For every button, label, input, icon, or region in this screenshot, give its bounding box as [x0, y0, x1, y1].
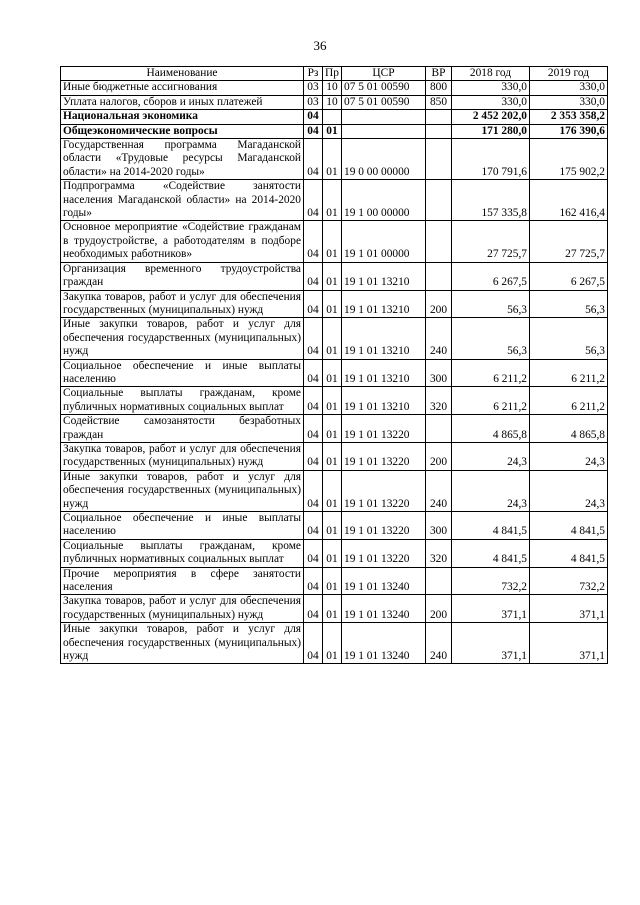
- cell-pr: 01: [323, 359, 342, 387]
- cell-rz: 04: [304, 387, 323, 415]
- cell-vr: 320: [426, 539, 452, 567]
- table-row: [61, 539, 608, 567]
- cell-vr: 200: [426, 595, 452, 623]
- cell-rz: 04: [304, 110, 323, 124]
- cell-2019: 56,3: [530, 318, 608, 359]
- cell-name: Социальное обеспечение и иные выплаты населению: [61, 512, 304, 540]
- cell-rz: 04: [304, 595, 323, 623]
- cell-csr: 19 1 01 13240: [342, 595, 426, 623]
- table-row: [61, 623, 608, 664]
- table-row: [61, 442, 608, 470]
- cell-2018: 2 452 202,0: [452, 110, 530, 124]
- cell-name: Государственная программа Магаданской области «Трудовые ресурсы Магаданской области» на 2014-2020 годы»: [61, 139, 304, 180]
- cell-rz: 04: [304, 139, 323, 180]
- table-row: [61, 290, 608, 318]
- cell-2018: 330,0: [452, 81, 530, 95]
- cell-pr: 01: [323, 595, 342, 623]
- cell-name: Иные закупки товаров, работ и услуг для обеспечения государственных (муниципальных) нужд: [61, 623, 304, 664]
- cell-2018: 4 841,5: [452, 539, 530, 567]
- cell-vr: [426, 221, 452, 262]
- cell-2018: 4 865,8: [452, 415, 530, 443]
- cell-vr: 200: [426, 290, 452, 318]
- header-2019: 2019 год: [530, 67, 608, 81]
- cell-name: Закупка товаров, работ и услуг для обеспечения государственных (муниципальных) нужд: [61, 595, 304, 623]
- cell-csr: 19 1 01 13210: [342, 290, 426, 318]
- cell-2019: 24,3: [530, 470, 608, 511]
- cell-name: Иные закупки товаров, работ и услуг для обеспечения государственных (муниципальных) нужд: [61, 470, 304, 511]
- cell-rz: 04: [304, 221, 323, 262]
- cell-name: Национальная экономика: [61, 110, 304, 124]
- table-row: [61, 95, 608, 109]
- cell-2018: 732,2: [452, 567, 530, 595]
- table-row: [61, 415, 608, 443]
- cell-2019: 4 841,5: [530, 539, 608, 567]
- cell-2018: 6 211,2: [452, 359, 530, 387]
- header-vr: ВР: [426, 67, 452, 81]
- cell-2019: 6 211,2: [530, 387, 608, 415]
- cell-vr: [426, 110, 452, 124]
- cell-pr: 01: [323, 470, 342, 511]
- cell-pr: 01: [323, 221, 342, 262]
- cell-vr: 240: [426, 623, 452, 664]
- cell-2019: 2 353 358,2: [530, 110, 608, 124]
- header-csr: ЦСР: [342, 67, 426, 81]
- cell-2019: 371,1: [530, 623, 608, 664]
- cell-2018: 4 841,5: [452, 512, 530, 540]
- cell-rz: 04: [304, 318, 323, 359]
- cell-pr: 01: [323, 567, 342, 595]
- cell-vr: 240: [426, 318, 452, 359]
- cell-2018: 170 791,6: [452, 139, 530, 180]
- budget-table: [60, 66, 608, 664]
- table-row: [61, 221, 608, 262]
- cell-rz: 04: [304, 442, 323, 470]
- cell-rz: 03: [304, 95, 323, 109]
- table-row: [61, 512, 608, 540]
- cell-vr: [426, 567, 452, 595]
- cell-name: Содействие самозанятости безработных граждан: [61, 415, 304, 443]
- cell-csr: 19 1 01 13210: [342, 318, 426, 359]
- cell-vr: [426, 180, 452, 221]
- table-header-row: [61, 67, 608, 81]
- cell-vr: [426, 262, 452, 290]
- cell-pr: 01: [323, 180, 342, 221]
- cell-csr: 19 1 01 13240: [342, 567, 426, 595]
- cell-pr: 01: [323, 139, 342, 180]
- cell-rz: 03: [304, 81, 323, 95]
- cell-pr: 01: [323, 318, 342, 359]
- cell-2018: 56,3: [452, 290, 530, 318]
- cell-2019: 330,0: [530, 95, 608, 109]
- cell-name: Прочие мероприятия в сфере занятости населения: [61, 567, 304, 595]
- cell-pr: 10: [323, 95, 342, 109]
- table-row: [61, 110, 608, 124]
- cell-rz: 04: [304, 623, 323, 664]
- table-body: [61, 81, 608, 664]
- cell-csr: 19 1 01 13220: [342, 442, 426, 470]
- table-row: [61, 139, 608, 180]
- cell-vr: 200: [426, 442, 452, 470]
- cell-2019: 6 211,2: [530, 359, 608, 387]
- cell-pr: 01: [323, 442, 342, 470]
- cell-2018: 330,0: [452, 95, 530, 109]
- cell-name: Социальные выплаты гражданам, кроме публичных нормативных социальных выплат: [61, 539, 304, 567]
- cell-vr: [426, 139, 452, 180]
- cell-rz: 04: [304, 290, 323, 318]
- cell-name: Иные закупки товаров, работ и услуг для обеспечения государственных (муниципальных) нужд: [61, 318, 304, 359]
- cell-name: Социальное обеспечение и иные выплаты населению: [61, 359, 304, 387]
- cell-pr: 01: [323, 290, 342, 318]
- table-row: [61, 180, 608, 221]
- cell-csr: [342, 124, 426, 138]
- cell-pr: [323, 110, 342, 124]
- cell-csr: 19 1 01 13210: [342, 359, 426, 387]
- table-row: [61, 262, 608, 290]
- cell-2019: 56,3: [530, 290, 608, 318]
- cell-rz: 04: [304, 415, 323, 443]
- cell-pr: 01: [323, 262, 342, 290]
- cell-vr: 300: [426, 359, 452, 387]
- cell-csr: 07 5 01 00590: [342, 81, 426, 95]
- cell-2019: 371,1: [530, 595, 608, 623]
- table-row: [61, 81, 608, 95]
- cell-name: Иные бюджетные ассигнования: [61, 81, 304, 95]
- cell-rz: 04: [304, 359, 323, 387]
- cell-2018: 157 335,8: [452, 180, 530, 221]
- cell-2018: 56,3: [452, 318, 530, 359]
- cell-csr: 19 1 01 13220: [342, 539, 426, 567]
- header-rz: Рз: [304, 67, 323, 81]
- header-name: Наименование: [61, 67, 304, 81]
- cell-pr: 01: [323, 623, 342, 664]
- cell-name: Социальные выплаты гражданам, кроме публичных нормативных социальных выплат: [61, 387, 304, 415]
- cell-2019: 732,2: [530, 567, 608, 595]
- cell-2018: 6 211,2: [452, 387, 530, 415]
- cell-2019: 162 416,4: [530, 180, 608, 221]
- cell-pr: 01: [323, 415, 342, 443]
- cell-csr: 19 1 01 00000: [342, 221, 426, 262]
- cell-rz: 04: [304, 470, 323, 511]
- cell-name: Закупка товаров, работ и услуг для обеспечения государственных (муниципальных) нужд: [61, 442, 304, 470]
- header-2018: 2018 год: [452, 67, 530, 81]
- cell-vr: [426, 124, 452, 138]
- cell-csr: [342, 110, 426, 124]
- cell-rz: 04: [304, 567, 323, 595]
- cell-rz: 04: [304, 539, 323, 567]
- cell-csr: 19 1 00 00000: [342, 180, 426, 221]
- cell-2019: 6 267,5: [530, 262, 608, 290]
- cell-csr: 19 1 01 13220: [342, 512, 426, 540]
- cell-pr: 10: [323, 81, 342, 95]
- cell-csr: 19 1 01 13240: [342, 623, 426, 664]
- cell-name: Общеэкономические вопросы: [61, 124, 304, 138]
- cell-vr: 850: [426, 95, 452, 109]
- cell-vr: 320: [426, 387, 452, 415]
- cell-2018: 27 725,7: [452, 221, 530, 262]
- cell-csr: 07 5 01 00590: [342, 95, 426, 109]
- cell-2018: 24,3: [452, 470, 530, 511]
- cell-rz: 04: [304, 180, 323, 221]
- table-row: [61, 470, 608, 511]
- cell-rz: 04: [304, 512, 323, 540]
- page-number: 36: [313, 38, 327, 53]
- cell-rz: 04: [304, 124, 323, 138]
- cell-2018: 24,3: [452, 442, 530, 470]
- cell-csr: 19 1 01 13220: [342, 415, 426, 443]
- cell-name: Закупка товаров, работ и услуг для обеспечения государственных (муниципальных) нужд: [61, 290, 304, 318]
- cell-pr: 01: [323, 539, 342, 567]
- cell-2019: 4 865,8: [530, 415, 608, 443]
- cell-name: Подпрограмма «Содействие занятости населения Магаданской области» на 2014-2020 годы»: [61, 180, 304, 221]
- cell-name: Основное мероприятие «Содействие гражданам в трудоустройстве, а работодателям в подборе необходимых работников»: [61, 221, 304, 262]
- table-row: [61, 318, 608, 359]
- cell-name: Организация временного трудоустройства граждан: [61, 262, 304, 290]
- cell-name: Уплата налогов, сборов и иных платежей: [61, 95, 304, 109]
- cell-csr: 19 1 01 13220: [342, 470, 426, 511]
- cell-2019: 175 902,2: [530, 139, 608, 180]
- cell-2019: 330,0: [530, 81, 608, 95]
- cell-rz: 04: [304, 262, 323, 290]
- header-pr: Пр: [323, 67, 342, 81]
- table-row: [61, 595, 608, 623]
- cell-vr: 240: [426, 470, 452, 511]
- cell-2018: 371,1: [452, 623, 530, 664]
- cell-2018: 6 267,5: [452, 262, 530, 290]
- table-row: [61, 567, 608, 595]
- cell-csr: 19 0 00 00000: [342, 139, 426, 180]
- cell-2019: 176 390,6: [530, 124, 608, 138]
- table-row: [61, 387, 608, 415]
- cell-2018: 171 280,0: [452, 124, 530, 138]
- cell-pr: 01: [323, 512, 342, 540]
- cell-vr: [426, 415, 452, 443]
- cell-vr: 800: [426, 81, 452, 95]
- cell-2019: 24,3: [530, 442, 608, 470]
- cell-pr: 01: [323, 124, 342, 138]
- cell-2019: 27 725,7: [530, 221, 608, 262]
- cell-pr: 01: [323, 387, 342, 415]
- table-row: [61, 124, 608, 138]
- cell-csr: 19 1 01 13210: [342, 387, 426, 415]
- cell-vr: 300: [426, 512, 452, 540]
- table-row: [61, 359, 608, 387]
- cell-2018: 371,1: [452, 595, 530, 623]
- cell-2019: 4 841,5: [530, 512, 608, 540]
- cell-csr: 19 1 01 13210: [342, 262, 426, 290]
